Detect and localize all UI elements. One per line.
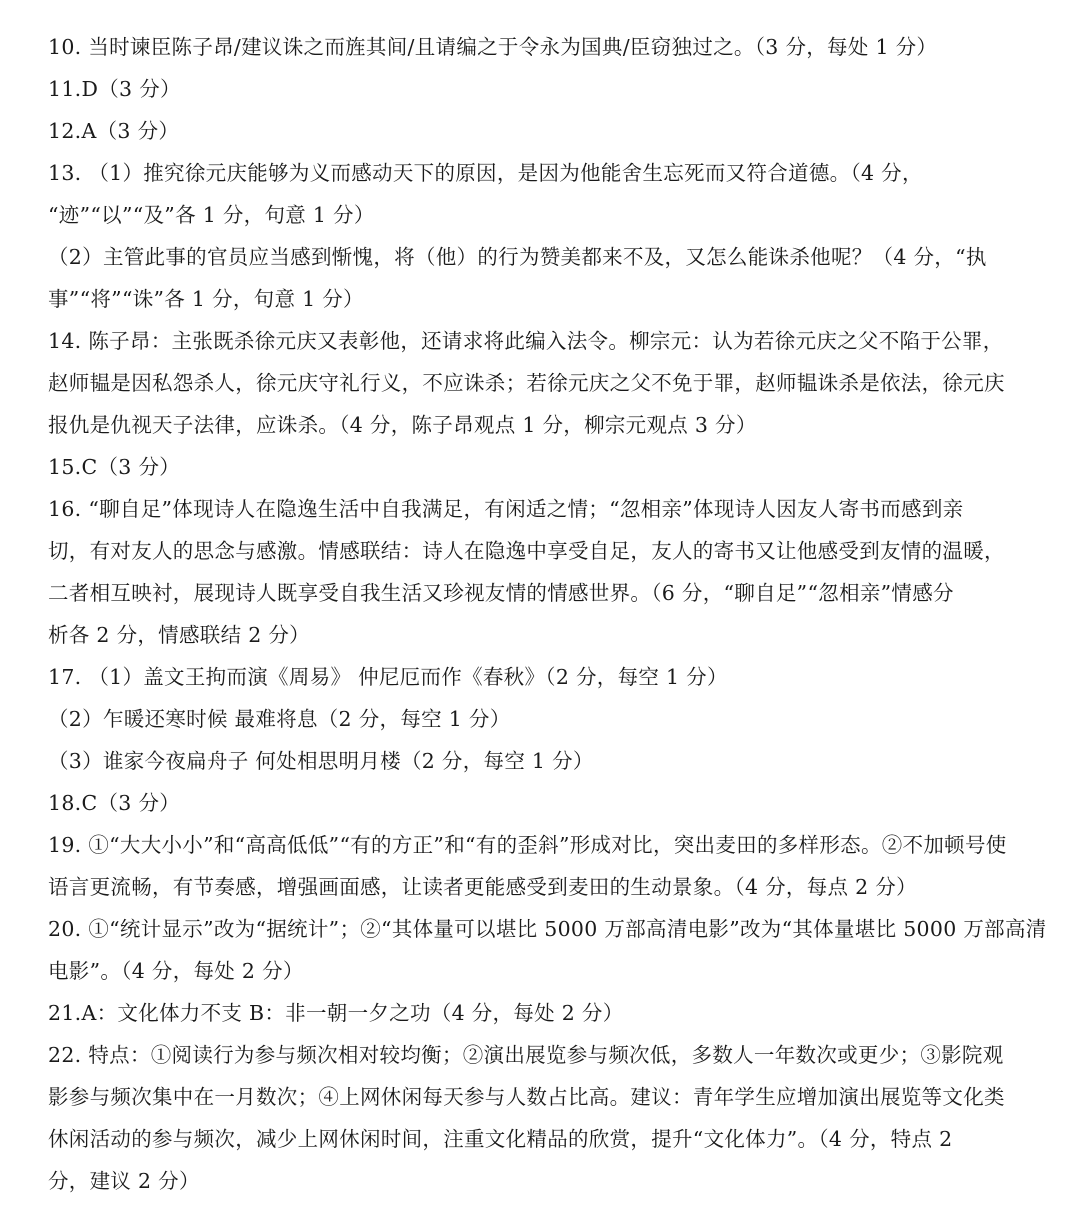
answer-line: 12.A（3 分） xyxy=(48,119,180,143)
answer-key-page xyxy=(48,26,1048,1202)
answer-line: “迹”“以”“及”各 1 分，句意 1 分） xyxy=(48,203,375,227)
answer-line: 18.C（3 分） xyxy=(48,791,181,815)
answer-line: 影参与频次集中在一月数次；④上网休闲每天参与人数占比高。建议：青年学生应增加演出展览等文化类 xyxy=(48,1085,1005,1109)
answer-line: 19. ①“大大小小”和“高高低低”“有的方正”和“有的歪斜”形成对比，突出麦田的多样形态。②不加顿号使 xyxy=(48,833,1007,857)
answer-line: 11.D（3 分） xyxy=(48,77,181,101)
answer-line: 析各 2 分，情感联结 2 分） xyxy=(48,623,310,647)
answer-line: 语言更流畅，有节奏感，增强画面感，让读者更能感受到麦田的生动景象。（4 分，每点 2 分） xyxy=(48,875,917,899)
answer-line: 14. 陈子昂：主张既杀徐元庆又表彰他，还请求将此编入法令。柳宗元：认为若徐元庆之父不陷于公罪， xyxy=(48,329,1004,353)
answer-line: 16. “聊自足”体现诗人在隐逸生活中自我满足，有闲适之情；“忽相亲”体现诗人因友人寄书而感到亲 xyxy=(48,497,964,521)
answer-line: 20. ①“统计显示”改为“据统计”；②“其体量可以堪比 5000 万部高清电影”改为“其体量堪比 5000 万部高清 xyxy=(48,917,1047,941)
answer-line: 切，有对友人的思念与感激。情感联结：诗人在隐逸中享受自足，友人的寄书又让他感受到友情的温暖， xyxy=(48,539,1005,563)
answer-line: （2）主管此事的官员应当感到惭愧，将（他）的行为赞美都来不及，又怎么能诛杀他呢？（4 分，“执 xyxy=(48,245,987,269)
answer-line: 二者相互映衬，展现诗人既享受自我生活又珍视友情的情感世界。（6 分，“聊自足”“忽相亲”情感分 xyxy=(48,581,954,605)
answer-line: 事”“将”“诛”各 1 分，句意 1 分） xyxy=(48,287,364,311)
answer-line: （2）乍暖还寒时候 最难将息（2 分，每空 1 分） xyxy=(48,707,511,731)
answer-line: 10. 当时谏臣陈子昂/建议诛之而旌其间/且请编之于令永为国典/臣窃独过之。（3 分，每处 1 分） xyxy=(48,35,938,59)
answer-line: 分，建议 2 分） xyxy=(48,1169,200,1193)
answer-line: 电影”。（4 分，每处 2 分） xyxy=(48,959,304,983)
answer-line: 13. （1）推究徐元庆能够为义而感动天下的原因，是因为他能舍生忘死而又符合道德。（4 分， xyxy=(48,161,923,185)
answer-line: 休闲活动的参与频次，减少上网休闲时间，注重文化精品的欣赏，提升“文化体力”。（4 分，特点 2 xyxy=(48,1127,953,1151)
answer-line: （3）谁家今夜扁舟子 何处相思明月楼（2 分，每空 1 分） xyxy=(48,749,594,773)
answer-line: 15.C（3 分） xyxy=(48,455,181,479)
answer-line: 赵师韫是因私怨杀人，徐元庆守礼行义，不应诛杀；若徐元庆之父不免于罪，赵师韫诛杀是依法，徐元庆 xyxy=(48,371,1005,395)
answer-line: 21.A：文化体力不支 B：非一朝一夕之功（4 分，每处 2 分） xyxy=(48,1001,624,1025)
answer-line: 报仇是仇视天子法律，应诛杀。（4 分，陈子昂观点 1 分，柳宗元观点 3 分） xyxy=(48,413,757,437)
answer-line: 17. （1）盖文王拘而演《周易》 仲尼厄而作《春秋》（2 分，每空 1 分） xyxy=(48,665,728,689)
answer-line: 22. 特点：①阅读行为参与频次相对较均衡；②演出展览参与频次低，多数人一年数次或更少；③影院观 xyxy=(48,1043,1004,1067)
